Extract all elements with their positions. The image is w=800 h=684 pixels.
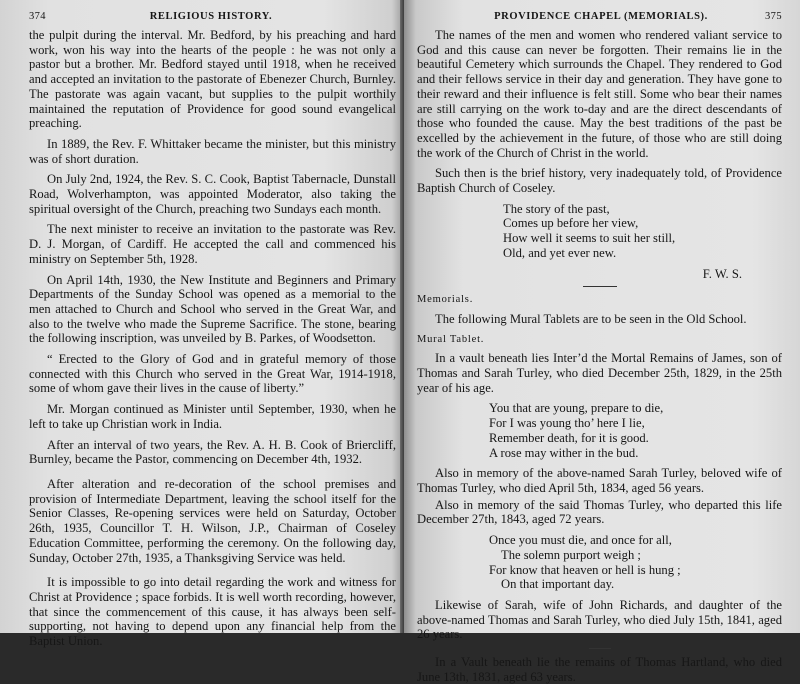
right-page [404,0,800,684]
paragraph: After an interval of two years, the Rev. A. H. B. Cook of Briercliff, Burnley, became the Pastor, commencing on December 4th, 1932. [29,437,396,467]
poem-line: Comes up before her view, [503,216,639,231]
paragraph: In 1889, the Rev. F. Whittaker became the minister, but this ministry was of short duration. [29,136,396,166]
verse-line: The solemn purport weigh ; [501,547,641,562]
verse-line: A rose may wither in the bud. [489,445,639,460]
paragraph: the pulpit during the interval. Mr. Bedford, by his preaching and hard work, won his way into the hearts of the people : he was not only a pastor but a brother. Mr. Bedford stayed until 1918, when he received and accepted an invitation to the pastorate of Ebenezer Church, Burnley. The pastorate was again vacant, but supplies to the pulpit worthily maintained the reputation of Providence for good sound evangelical preaching. [29,28,396,131]
paragraph: On July 2nd, 1924, the Rev. S. C. Cook, Baptist Tabernacle, Dunstall Road, Wolverhampton, was appointed Moderator, also taking the spiritual oversight of the Church, preaching two Sundays each month. [29,172,396,216]
mural-tablet-heading: Mural Tablet. [417,333,485,345]
paragraph: After alteration and re-decoration of the school premises and provision of Intermediate Department, leaving the school itself for the Senior Classes, Re-opening services were held on Saturday, October 26th, 1935, Councillor T. H. Wilson, J.P., Chairman of Coseley Education Committee, performing the ceremony. On the following day, Sunday, October 27th, 1935, a Thanksgiving Service was held. [29,476,396,565]
inscription-quote: “ Erected to the Glory of God and in grateful memory of those connected with this Church who served in the Great War, 1914-1918, some of whom gave their lives in the cause of liberty.” [29,352,396,396]
poem-line: Old, and yet ever new. [503,245,617,260]
left-page [0,0,404,649]
verse-line: Once you must die, and once for all, [489,533,672,548]
verse-line: For I was young tho’ here I lie, [489,416,645,431]
paragraph: Also in memory of the said Thomas Turley, who departed this life December 27th, 1843, aged 72 years. [417,497,782,527]
paragraph: Likewise of Sarah, wife of John Richards, and daughter of the above-named Thomas and Sarah Turley, who died July 15th, 1841, aged 26 years. [417,597,782,642]
epitaph-verse [489,401,782,460]
paragraph: The next minister to receive an invitation to the pastorate was Rev. D. J. Morgan, of Cardiff. He accepted the call and commenced his ministry on September 5th, 1928. [29,222,396,266]
verse-line: Remember death, for it is good. [489,430,649,445]
verse-line: You that are young, prepare to die, [489,401,664,416]
paragraph: In a vault beneath lies Inter’d the Mortal Remains of James, son of Thomas and Sarah Turley, who died December 25th, 1829, in the 25th year of his age. [417,351,782,395]
paragraph: The following Mural Tablets are to be seen in the Old School. [435,311,747,326]
poem-line: The story of the past, [503,201,610,216]
poem [503,202,782,261]
paragraph: On April 14th, 1930, the New Institute and Beginners and Primary Departments of the Sunday School was opened as a memorial to the men attached to Church and School who served in the Great War, and also to the twelve who made the Supreme Sacrifice. The stone, bearing the following inscription, was unveiled by B. Parkes, of Woodsetton. [29,272,396,346]
paragraph: Such then is the brief history, very inadequately told, of Providence Baptish Church of Coseley. [417,166,782,196]
epitaph-verse [489,533,782,592]
page-number-right: 375 [765,11,782,22]
signature: F. W. S. [702,266,742,281]
page-number-left: 374 [29,11,46,22]
left-page-header [29,6,396,28]
paragraph: The names of the men and women who rendered valiant service to God and this cause can never be forgotten. Their remains lie in the beautiful Cemetery which surrounds the Chapel. They rendered to God and their fellows service in their day and generation. They have gone to their reward and their influence is felt still. Some who bear their names are still carrying on the work to-day and are the direct descendants of those who founded the cause. May the best traditions of the past be excelled by the achievement in the future, of those who are still doing the work of the Church of Christ in the world. [417,28,782,160]
right-page-header [417,6,782,28]
poem-line: How well it seems to suit her still, [503,231,676,246]
paragraph: Also in memory of the above-named Sarah Turley, beloved wife of Thomas Turley, who died April 5th, 1834, aged 56 years. [417,466,782,495]
verse-line: For know that heaven or hell is hung ; [489,562,681,577]
paragraph: In a Vault beneath lie the remains of Thomas Hartland, who died June 13th, 1831, aged 63 years. [417,655,782,684]
running-head-left: RELIGIOUS HISTORY. [149,11,273,22]
verse-line: On that important day. [501,577,615,592]
paragraph: It is impossible to go into detail regarding the work and witness for Christ at Providence ; space forbids. It is well worth recording, however, that since the commencement of this cause, it has always been self-supporting, not having to depend upon any financial help from the Baptist Union. [29,575,396,649]
section-rule [589,648,611,649]
section-rule [583,286,617,287]
left-page-body [29,28,396,649]
memorials-heading: Memorials. [417,294,474,306]
running-head-right: PROVIDENCE CHAPEL (MEMORIALS). [494,11,708,22]
right-page-body [417,28,782,684]
paragraph: Mr. Morgan continued as Minister until September, 1930, when he left to take up Christian work in India. [29,402,396,431]
